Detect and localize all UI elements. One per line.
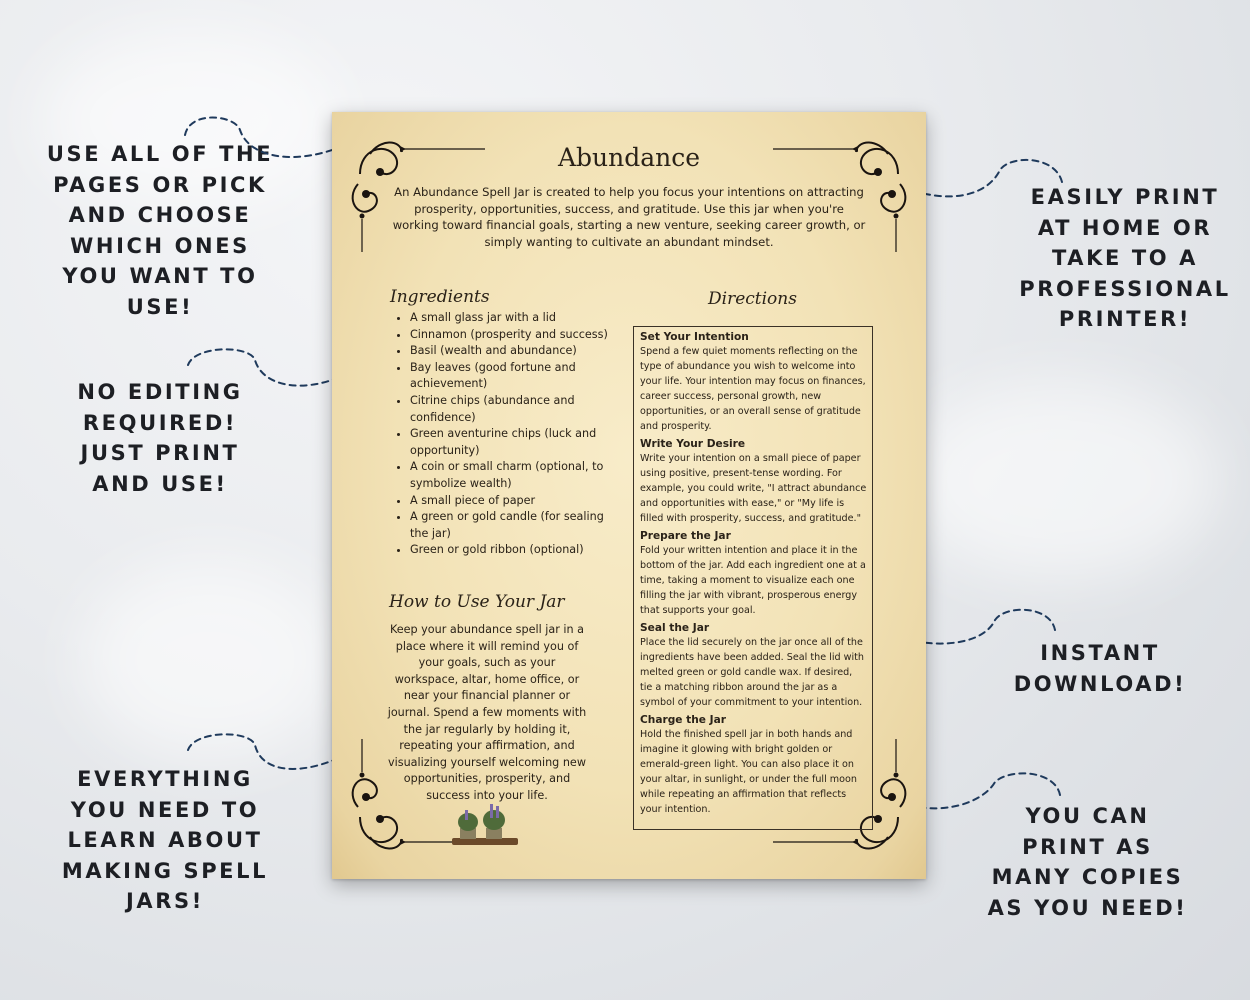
dashed-arrow-icon: [188, 734, 345, 769]
step-text: Fold your written intention and place it in the bottom of the jar. Add each ingredient one at a time, taking a moment to visualize each one filling the jar with vibrant, prosperous energy that supports your goal.: [640, 545, 866, 616]
page-title: Abundance: [557, 143, 701, 172]
list-item: • Bay leaves (good fortune and achievement): [410, 360, 610, 393]
callout-everything-you-need: EVERYTHING YOU NEED TO LEARN ABOUT MAKING SPELL JARS!: [61, 767, 269, 913]
callout-use-pages: USE ALL OF THE PAGES OR PICK AND CHOOSE WHICH ONES YOU WANT TO USE!: [46, 142, 274, 319]
dashed-arrow-icon: [185, 118, 345, 158]
list-item: • A green or gold candle (for sealing the jar): [410, 509, 610, 542]
step-text: Hold the finished spell jar in both hands and imagine it glowing with bright golden or emerald-green light. You can also place it on your altar, in sunlight, or under the full moon while repeating an affirmation that reflects your intention.: [640, 729, 857, 815]
step-text: Place the lid securely on the jar once all of the ingredients have been added. Seal the lid with melted green or gold candle wax. If desired, tie a matching ribbon around the jar as a symbol of your commitment to your intention.: [640, 637, 864, 708]
callout-print-copies: YOU CAN PRINT AS MANY COPIES AS YOU NEED!: [987, 804, 1188, 920]
intro-paragraph: An Abundance Spell Jar is created to help you focus your intentions on attracting prosperity, opportunities, success, and gratitude. Use this jar when you're working toward financial goals, starting a new venture, seeking career growth, or simply wanting to cultivate an abundant mindset.: [392, 185, 866, 249]
list-item: • Green aventurine chips (luck and opportunity): [410, 426, 610, 459]
dashed-arrow-icon: [188, 349, 345, 385]
step-text: Write your intention on a small piece of paper using positive, present-tense wording. For example, you could write, "I attract abundance and opportunities with ease," or "My life is filled with prosperity, success, and gratitude.": [640, 453, 867, 524]
step-title: Prepare the Jar: [640, 530, 731, 542]
spell-jar-page: [332, 112, 926, 879]
directions-heading: Directions: [708, 289, 797, 309]
ingredients-heading: Ingredients: [390, 287, 490, 307]
callout-no-editing: NO EDITING REQUIRED! JUST PRINT AND USE!: [77, 380, 243, 496]
list-item: • A small piece of paper: [410, 493, 610, 510]
list-item: • Citrine chips (abundance and confidence): [410, 393, 610, 426]
callout-easily-print: EASILY PRINT AT HOME OR TAKE TO A PROFESSIONAL PRINTER!: [1019, 185, 1231, 331]
ingredients-list: [390, 310, 610, 559]
step-title: Charge the Jar: [640, 714, 726, 726]
how-to-heading: How to Use Your Jar: [389, 592, 565, 612]
list-item: • Green or gold ribbon (optional): [410, 542, 610, 559]
how-to-paragraph: Keep your abundance spell jar in a place where it will remind you of your goals, such as your workspace, altar, home office, or near your financial planner or journal. Spend a few moments with the jar regularly by holding it, repeating your affirmation, and visualizing yourself welcoming new opportunities, prosperity, and success into your life.: [387, 623, 587, 802]
herb-pots-illustration: [450, 802, 520, 850]
list-item: • A small glass jar with a lid: [410, 310, 610, 327]
list-item: • Basil (wealth and abundance): [410, 343, 610, 360]
step-title: Set Your Intention: [640, 331, 749, 343]
callout-instant-download: INSTANT DOWNLOAD!: [1013, 641, 1187, 696]
list-item: • A coin or small charm (optional, to symbolize wealth): [410, 459, 610, 492]
list-item: • Cinnamon (prosperity and success): [410, 327, 610, 344]
directions-box: [633, 326, 873, 830]
step-title: Seal the Jar: [640, 622, 710, 634]
step-text: Spend a few quiet moments reflecting on the type of abundance you wish to welcome into your life. Your intention may focus on finances, career success, personal growth, new opportunities, or an overall sense of gratitude and prosperity.: [640, 346, 866, 432]
step-title: Write Your Desire: [640, 438, 746, 450]
